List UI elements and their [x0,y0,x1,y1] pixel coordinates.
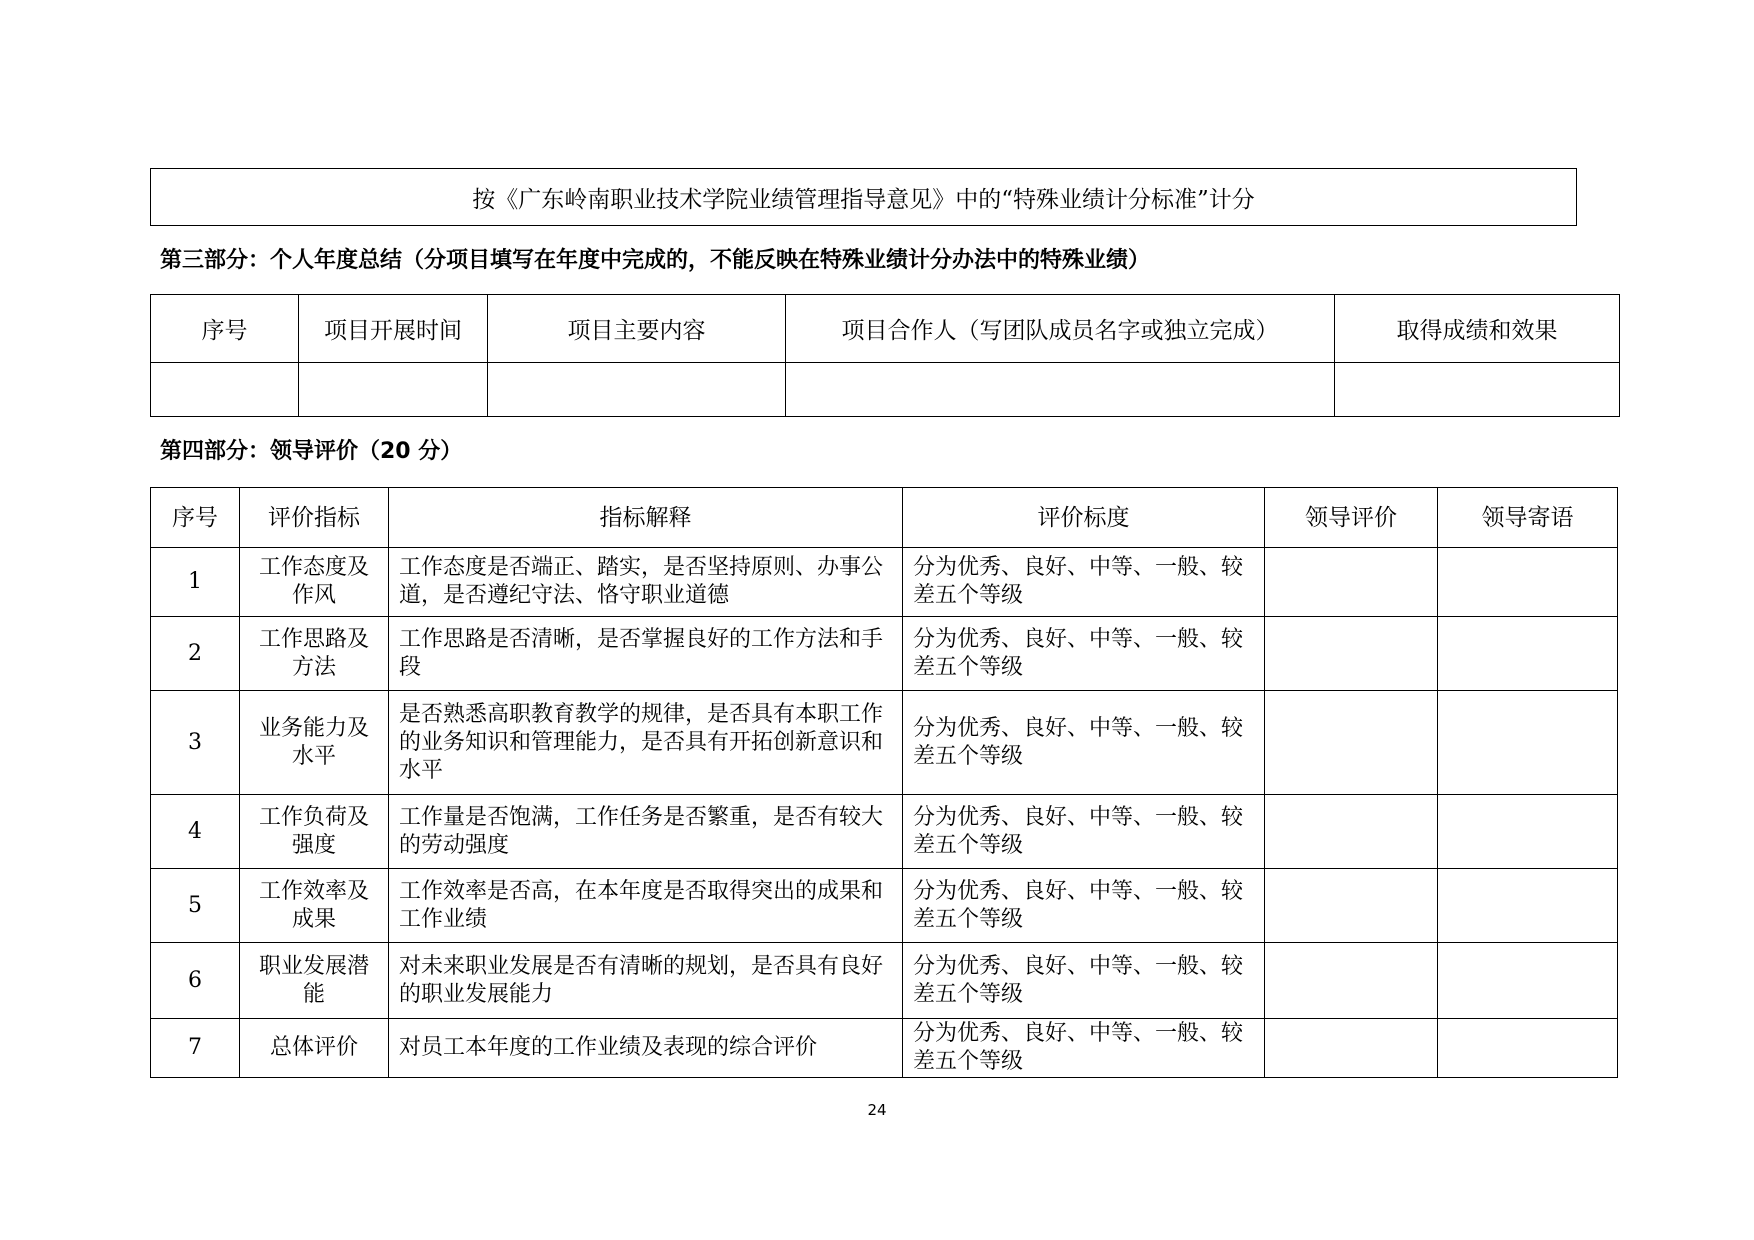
indicator-line: 工作负荷及 [258,804,369,830]
scale-cell: 分为优秀、良好、中等、一般、较差五个等级 [903,691,1265,795]
header-cell: 项目开展时间 [299,295,488,363]
indicator-cell [240,617,389,691]
scale-cell: 分为优秀、良好、中等、一般、较差五个等级 [903,943,1265,1019]
page-number: 24 [867,1101,887,1119]
indicator-line: 总体评价 [269,1035,358,1060]
indicator-cell [240,1019,389,1078]
scale-cell: 分为优秀、良好、中等、一般、较差五个等级 [903,1019,1265,1078]
leader-rating-cell[interactable] [1265,691,1438,795]
table-row [151,1019,1618,1078]
leader-comment-cell[interactable] [1438,943,1618,1019]
table-header-row [151,295,1620,363]
scale-cell: 分为优秀、良好、中等、一般、较差五个等级 [903,548,1265,617]
leader-comment-cell[interactable] [1438,1019,1618,1078]
explanation-cell: 工作思路是否清晰，是否掌握良好的工作方法和手段 [389,617,903,691]
row-index: 7 [151,1019,240,1078]
leader-comment-cell[interactable] [1438,795,1618,869]
header-cell: 取得成绩和效果 [1335,295,1620,363]
table-row [151,363,1620,417]
explanation-cell: 对员工本年度的工作业绩及表现的综合评价 [389,1019,903,1078]
indicator-cell [240,691,389,795]
scale-cell: 分为优秀、良好、中等、一般、较差五个等级 [903,869,1265,943]
header-cell: 项目合作人（写团队成员名字或独立完成） [786,295,1335,363]
scoring-standard-box [150,168,1577,226]
indicator-line: 作风 [291,583,336,608]
table-row [151,869,1618,943]
leader-rating-cell[interactable] [1265,1019,1438,1078]
scoring-standard-text: 按《广东岭南职业技术学院业绩管理指导意见》中的“特殊业绩计分标准”计分 [472,186,1255,213]
indicator-line: 水平 [291,743,336,769]
leader-comment-cell[interactable] [1438,869,1618,943]
leader-rating-cell[interactable] [1265,869,1438,943]
indicator-line: 工作态度及 [258,555,369,580]
scale-cell: 分为优秀、良好、中等、一般、较差五个等级 [903,617,1265,691]
indicator-line: 职业发展潜 [258,953,369,979]
explanation-cell: 工作态度是否端正、踏实，是否坚持原则、办事公道，是否遵纪守法、恪守职业道德 [389,548,903,617]
leader-comment-cell[interactable] [1438,617,1618,691]
row-index: 4 [151,795,240,869]
header-cell: 项目主要内容 [488,295,786,363]
indicator-line: 工作效率及 [258,878,369,904]
header-cell: 领导评价 [1265,488,1438,548]
indicator-cell [240,548,389,617]
header-cell: 评价指标 [240,488,389,548]
row-index: 2 [151,617,240,691]
blank-cell[interactable] [488,363,786,417]
indicator-cell [240,943,389,1019]
leader-rating-cell[interactable] [1265,943,1438,1019]
leader-evaluation-table [150,487,1618,1078]
leader-rating-cell[interactable] [1265,548,1438,617]
table-row [151,617,1618,691]
leader-comment-cell[interactable] [1438,691,1618,795]
section4-title: 第四部分：领导评价（20 分） [160,439,463,464]
explanation-cell: 对未来职业发展是否有清晰的规划，是否具有良好的职业发展能力 [389,943,903,1019]
table-row [151,943,1618,1019]
row-index: 3 [151,691,240,795]
explanation-cell: 是否熟悉高职教育教学的规律，是否具有本职工作的业务知识和管理能力，是否具有开拓创新意识和水平 [389,691,903,795]
table-row [151,691,1618,795]
indicator-line: 强度 [291,832,336,858]
header-cell: 指标解释 [389,488,903,548]
blank-cell[interactable] [1335,363,1620,417]
indicator-line: 能 [302,981,325,1007]
indicator-cell [240,869,389,943]
leader-rating-cell[interactable] [1265,617,1438,691]
row-index: 6 [151,943,240,1019]
section3-title: 第三部分：个人年度总结（分项目填写在年度中完成的，不能反映在特殊业绩计分办法中的特殊业绩） [160,248,1151,273]
table-header-row [151,488,1618,548]
blank-cell[interactable] [786,363,1335,417]
explanation-cell: 工作效率是否高，在本年度是否取得突出的成果和工作业绩 [389,869,903,943]
row-index: 5 [151,869,240,943]
table-row [151,795,1618,869]
row-index: 1 [151,548,240,617]
explanation-cell: 工作量是否饱满，工作任务是否繁重，是否有较大的劳动强度 [389,795,903,869]
blank-cell[interactable] [299,363,488,417]
indicator-line: 成果 [291,906,336,932]
table-row [151,548,1618,617]
leader-rating-cell[interactable] [1265,795,1438,869]
indicator-line: 方法 [291,654,336,680]
indicator-line: 业务能力及 [258,715,369,741]
scale-cell: 分为优秀、良好、中等、一般、较差五个等级 [903,795,1265,869]
header-cell: 评价标度 [903,488,1265,548]
indicator-cell [240,795,389,869]
blank-cell[interactable] [151,363,299,417]
indicator-line: 工作思路及 [258,626,369,652]
annual-summary-table [150,294,1620,417]
leader-comment-cell[interactable] [1438,548,1618,617]
header-cell: 序号 [151,295,299,363]
header-cell: 领导寄语 [1438,488,1618,548]
header-cell: 序号 [151,488,240,548]
